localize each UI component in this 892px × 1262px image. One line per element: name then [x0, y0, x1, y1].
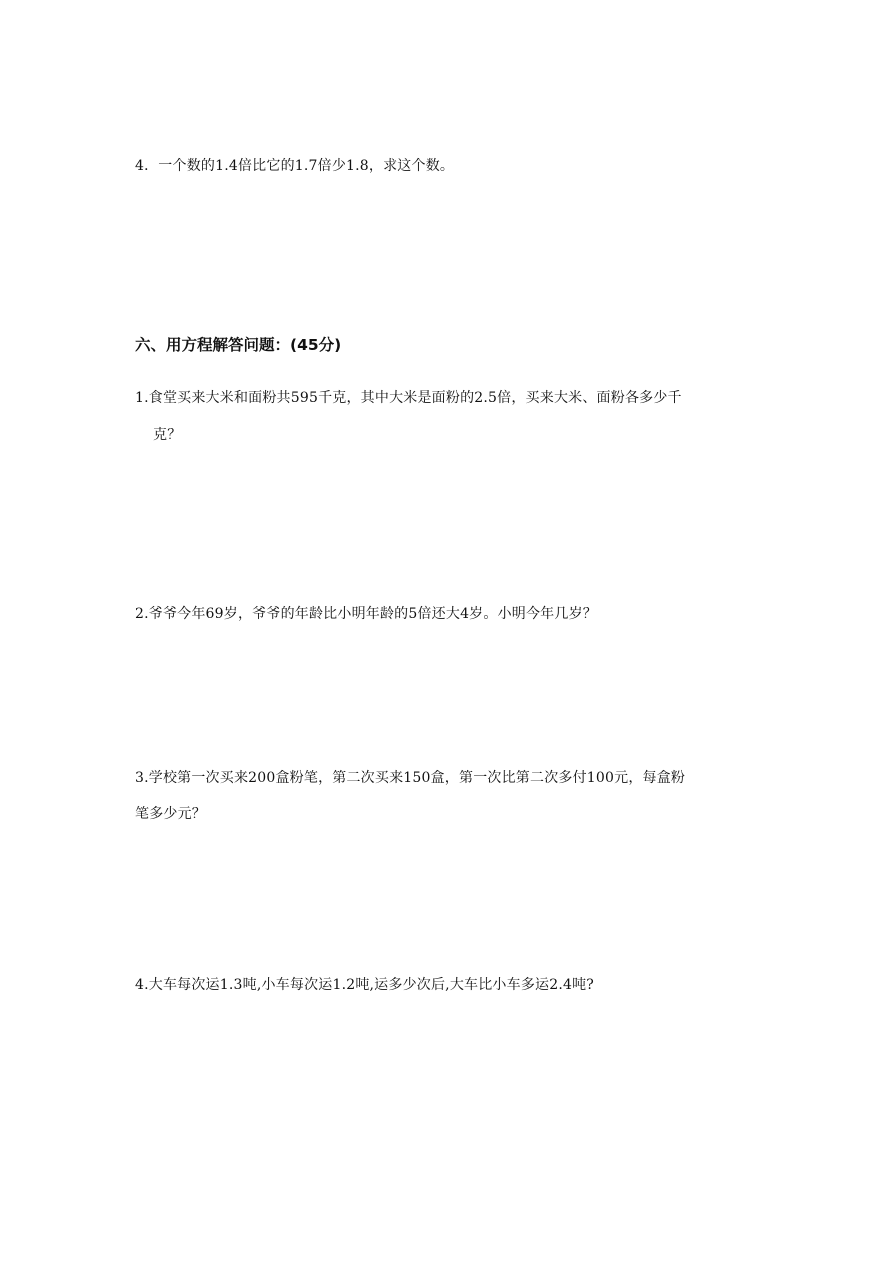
question-1-line-1: 1.食堂买来大米和面粉共595千克，其中大米是面粉的2.5倍，买来大米、面粉各多少千 — [135, 390, 682, 406]
question-3-line-2: 笔多少元？ — [135, 806, 206, 822]
section-heading: 六、用方程解答问题：(45分) — [135, 336, 342, 354]
question-4: 4.大车每次运1.3吨,小车每次运1.2吨,运多少次后,大车比小车多运2.4吨? — [135, 977, 595, 993]
question-1-line-2: 克？ — [153, 427, 182, 443]
question-3-line-1: 3.学校第一次买来200盒粉笔，第二次买来150盒，第一次比第二次多付100元，每盒粉 — [135, 770, 686, 786]
previous-question-4: 4．一个数的1.4倍比它的1.7倍少1.8，求这个数。 — [135, 158, 455, 174]
question-2: 2.爷爷今年69岁，爷爷的年龄比小明年龄的5倍还大4岁。小明今年几岁？ — [135, 606, 597, 622]
